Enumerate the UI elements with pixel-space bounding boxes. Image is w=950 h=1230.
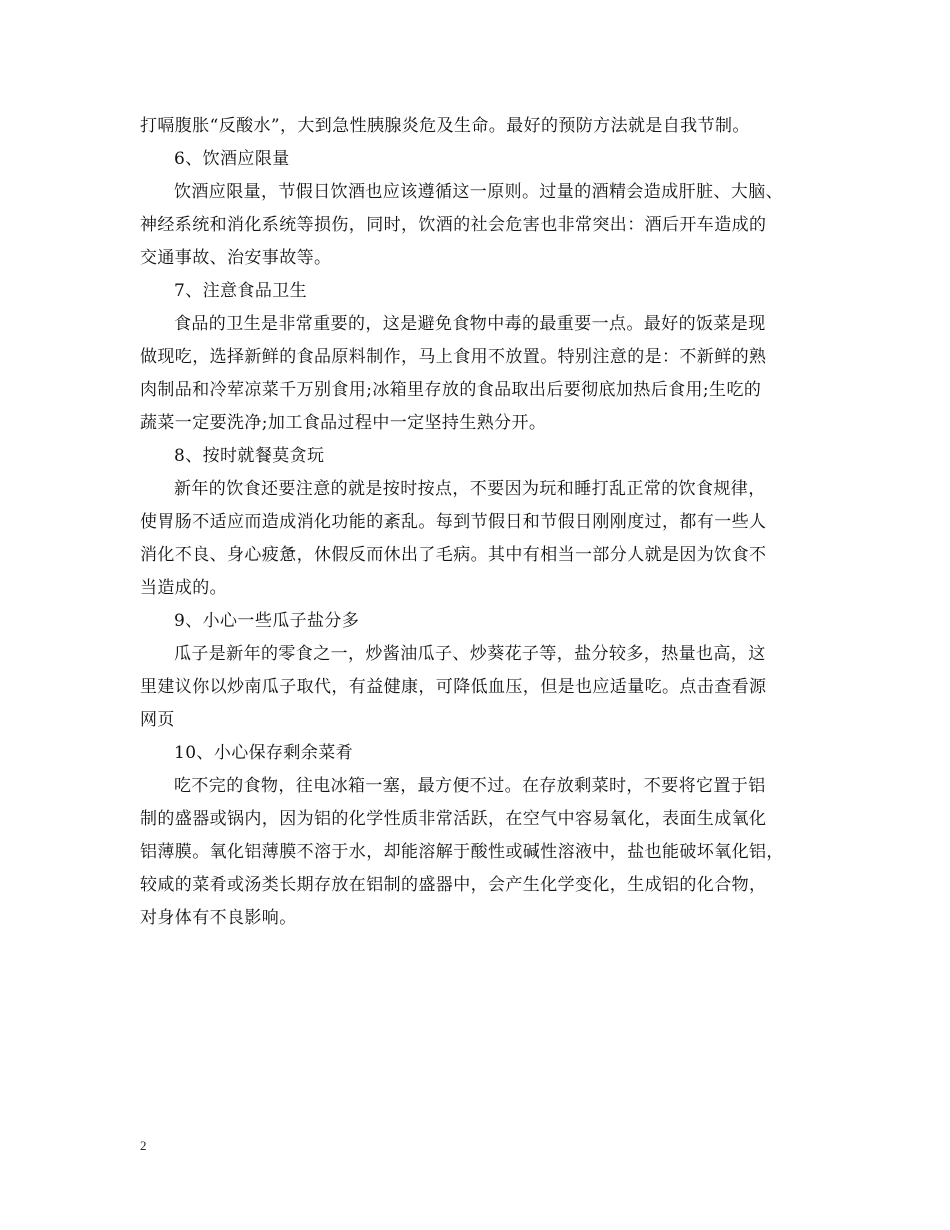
text-line: 铝薄膜。氧化铝薄膜不溶于水，却能溶解于酸性或碱性溶液中，盐也能破坏氧化铝， [140,842,784,862]
text-line: 肉制品和冷荤凉菜千万别食用;冰箱里存放的食品取出后要彻底加热后食用;生吃的 [140,380,762,400]
text-line: 食品的卫生是非常重要的，这是避免食物中毒的最重要一点。最好的饭菜是现 [174,314,766,334]
text-line: 使胃肠不适应而造成消化功能的紊乱。每到节假日和节假日刚刚度过，都有一些人 [140,512,767,532]
page-number: 2 [140,1138,147,1153]
text-line: 做现吃，选择新鲜的食品原料制作，马上食用不放置。特别注意的是：不新鲜的熟 [140,347,767,367]
text-line: 制的盛器或锅内，因为铝的化学性质非常活跃，在空气中容易氧化，表面生成氧化 [140,809,767,829]
text-line: 对身体有不良影响。 [140,908,297,928]
text-line: 8、按时就餐莫贪玩 [174,446,325,466]
text-line: 7、注意食品卫生 [174,281,308,301]
text-line: 网页 [140,710,175,730]
text-line: 吃不完的食物，往电冰箱一塞，最方便不过。在存放剩菜时，不要将它置于铝 [174,776,766,796]
text-line: 饮酒应限量，节假日饮酒也应该遵循这一原则。过量的酒精会造成肝脏、大脑、 [174,182,783,202]
text-line: 较咸的菜肴或汤类长期存放在铝制的盛器中，会产生化学变化，生成铝的化合物， [140,875,767,895]
document-body [140,110,830,935]
text-line: 9、小心一些瓜子盐分多 [174,611,360,631]
text-line: 打嗝腹胀“反酸水”，大到急性胰腺炎危及生命。最好的预防方法就是自我节制。 [140,116,750,136]
text-line: 瓜子是新年的零食之一，炒酱油瓜子、炒葵花子等，盐分较多，热量也高，这 [174,644,766,664]
text-line: 消化不良、身心疲惫，休假反而休出了毛病。其中有相当一部分人就是因为饮食不 [140,545,767,565]
text-line: 10、小心保存剩余菜肴 [174,743,354,763]
text-line: 神经系统和消化系统等损伤，同时，饮酒的社会危害也非常突出：酒后开车造成的 [140,215,767,235]
text-line: 6、饮酒应限量 [174,149,290,169]
text-line: 新年的饮食还要注意的就是按时按点，不要因为玩和睡打乱正常的饮食规律， [174,479,766,499]
text-line: 交通事故、治安事故等。 [140,248,332,268]
text-line: 蔬菜一定要洗净;加工食品过程中一定坚持生熟分开。 [140,413,547,433]
text-line: 里建议你以炒南瓜子取代，有益健康，可降低血压，但是也应适量吃。点击查看源 [140,677,767,697]
text-line: 当造成的。 [140,578,227,598]
